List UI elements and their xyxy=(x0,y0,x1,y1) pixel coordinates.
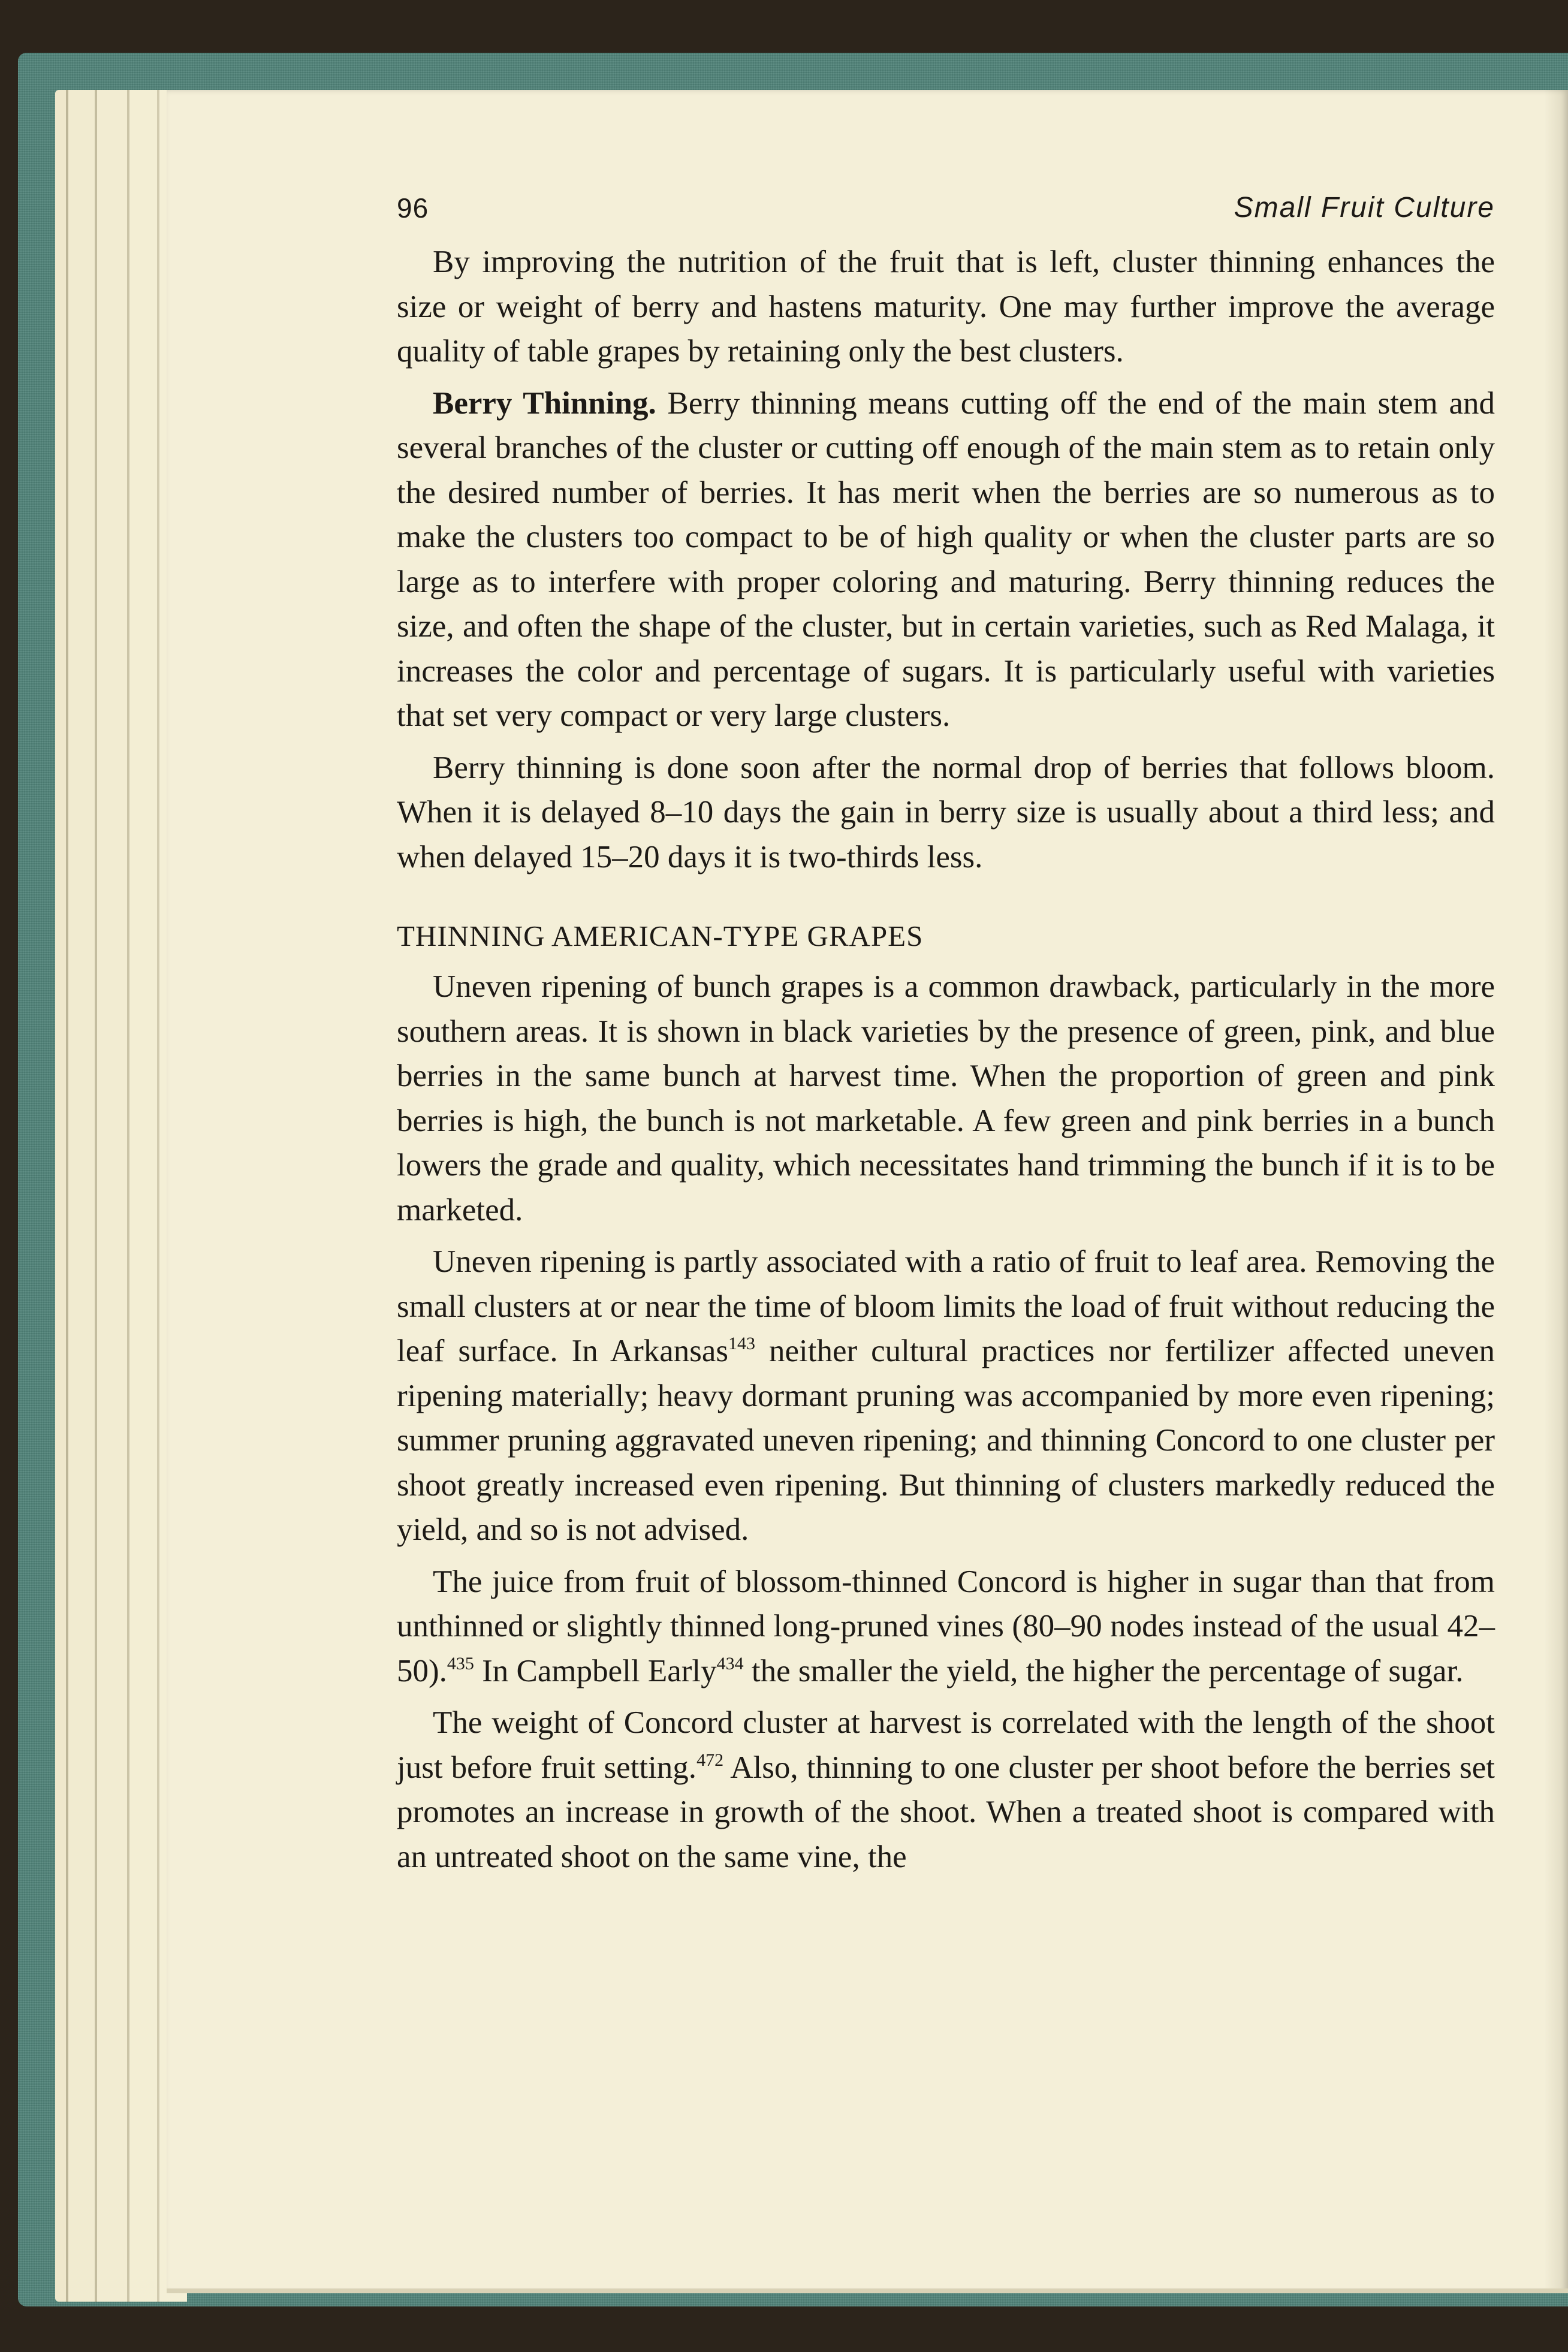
page-bottom-edge xyxy=(167,2288,1568,2293)
paragraph-cluster-thinning: By improving the nutrition of the fruit that is left, cluster thinning enhances the size or weight of berry and hastens maturity. One may further improve the average quality of table grapes by retaining only the best clusters. xyxy=(397,245,1495,369)
page-gutter-shade xyxy=(1544,90,1568,2293)
paragraph-berry-thinning: Berry Thinning. Berry thinning means cutting off the end of the main stem and several branches of the cluster or cutting off enough of the main stem as to retain only the desired number of berries. It has merit when the berries are so numerous as to make the clusters too compact to be of high quality or when the cluster parts are so large as to interfere with proper coloring and maturing. Berry thinning reduces the size, and often the shape of the cluster, but in certain varieties, such as Red Malaga, it increases the color and percentage of sugars. It is particularly useful with varieties that set very compact or very large clusters. xyxy=(397,385,1495,733)
running-title: Small Fruit Culture xyxy=(1234,192,1495,224)
berry-thinning-heading: Berry Thinning. xyxy=(433,385,656,421)
section-heading: THINNING AMERICAN-TYPE GRAPES xyxy=(397,919,924,952)
page-text xyxy=(397,186,1495,1879)
paragraph-cluster-weight: The weight of Concord cluster at harvest is correlated with the length of the shoot just before fruit setting.$^{472}$ Also, thinning to one cluster per shoot before the berries set promotes an increase in growth of the shoot. When a treated shoot is compared with an untreated shoot on the same vine, the xyxy=(397,1705,1495,1874)
paragraph-uneven-ripening: Uneven ripening of bunch grapes is a common drawback, particularly in the more southern areas. It is shown in black varieties by the presence of green, pink, and blue berries in the same bunch at harvest time. When the proportion of green and pink berries is high, the bunch is not marketable. A few green and pink berries in a bunch lowers the grade and quality, which necessitates hand trimming the bunch if it is to be marketed. xyxy=(397,969,1495,1228)
paragraph-berry-timing: Berry thinning is done soon after the normal drop of berries that follows bloom. When it is delayed 8–10 days the gain in berry size is usually about a third less; and when delayed 15–20 days it is two-thirds less. xyxy=(397,750,1495,875)
reference-434: 434 xyxy=(716,1653,744,1673)
paragraph-blossom-thinned: The juice from fruit of blossom-thinned Concord is higher in sugar than that from unthinned or slightly thinned long-pruned vines (80–90 nodes instead of the usual 42–50).$^{435}$ In Campbell Early$^{434}$ the smaller the yield, the higher the percentage of sugar. xyxy=(397,1564,1495,1688)
reference-472: 472 xyxy=(696,1750,724,1770)
page-number: 96 xyxy=(397,192,429,224)
paragraph-fruit-leaf-ratio: Uneven ripening is partly associated with a ratio of fruit to leaf area. Removing the small clusters at or near the time of bloom limits the load of fruit without reducing the leaf surface. In Arkansas$^{143}$ neither cultural practices nor fertilizer affected uneven ripening materially; heavy dormant pruning was accompanied by more even ripening; summer pruning aggravated uneven ripening; and thinning Concord to one cluster per shoot greatly increased even ripening. But thinning of clusters markedly reduced the yield, and so is not advised. xyxy=(397,1244,1495,1547)
running-head xyxy=(397,186,1495,240)
reference-143: 143 xyxy=(728,1334,756,1353)
reference-435: 435 xyxy=(447,1653,474,1673)
